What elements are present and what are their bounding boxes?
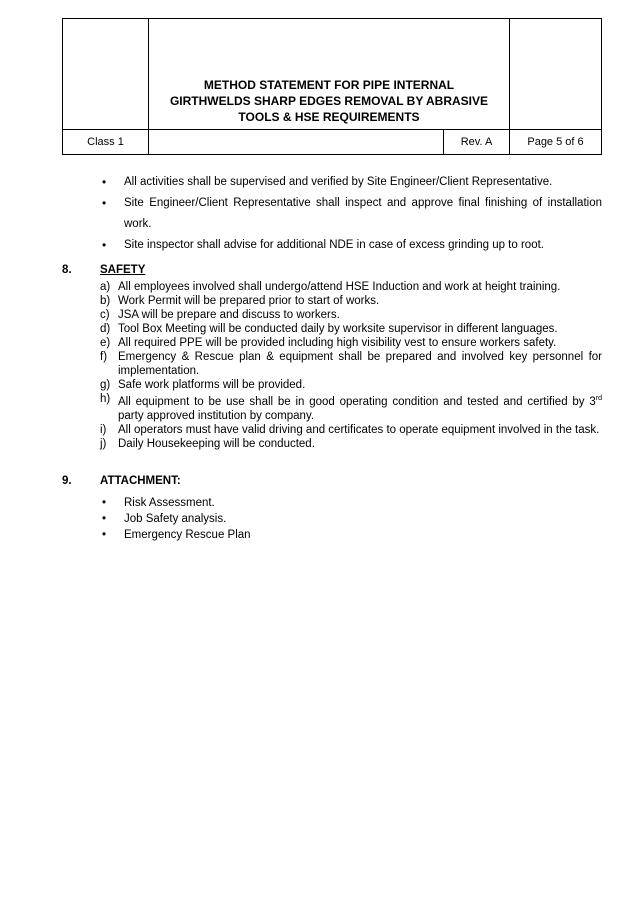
bullet-icon: • bbox=[102, 496, 107, 509]
section-title: SAFETY bbox=[100, 264, 146, 276]
safety-section bbox=[62, 262, 602, 451]
section-heading bbox=[62, 473, 602, 489]
attachment-section bbox=[62, 473, 602, 543]
document-header-table bbox=[62, 18, 602, 155]
document-title: METHOD STATEMENT FOR PIPE INTERNAL GIRTHWELDS SHARP EDGES REMOVAL BY ABRASIVE TOOLS & HSE REQUIREMENTS bbox=[169, 78, 489, 124]
section-number: 9. bbox=[62, 474, 72, 487]
attachment-list bbox=[62, 495, 602, 543]
bullet-icon: • bbox=[102, 238, 107, 252]
list-item: h) All equipment to be use shall be in good operating condition and tested and certified by 3rd party approved institution by company. bbox=[100, 393, 602, 422]
class-label: Class 1 bbox=[63, 130, 149, 155]
logo-cell-right bbox=[510, 19, 602, 130]
page-number: Page 5 of 6 bbox=[510, 130, 602, 155]
list-item: c) JSA will be prepare and discuss to workers. bbox=[100, 309, 340, 321]
list-item: • Site inspector shall advise for additional NDE in case of excess grinding up to root. bbox=[100, 235, 602, 256]
list-item: i) All operators must have valid driving and certificates to operate equipment involved in the task. bbox=[100, 423, 600, 436]
document-body bbox=[62, 172, 602, 543]
list-item: g) Safe work platforms will be provided. bbox=[100, 379, 306, 391]
bullet-icon: • bbox=[102, 196, 107, 210]
list-item: b) Work Permit will be prepared prior to start of works. bbox=[100, 295, 380, 307]
list-item: • Site Engineer/Client Representative shall inspect and approve final finishing of installation work. bbox=[100, 193, 602, 235]
revision-label: Rev. A bbox=[443, 130, 509, 155]
list-item: j) Daily Housekeeping will be conducted. bbox=[100, 437, 315, 450]
list-item: • Risk Assessment. bbox=[102, 496, 215, 509]
list-item: d) Tool Box Meeting will be conducted daily by worksite supervisor in different languages. bbox=[100, 323, 558, 335]
blank-cell bbox=[149, 130, 444, 155]
intro-bullet-list bbox=[62, 172, 602, 256]
bullet-icon: • bbox=[102, 175, 107, 189]
list-item: • All activities shall be supervised and verified by Site Engineer/Client Representative. bbox=[100, 172, 602, 193]
logo-cell-left bbox=[63, 19, 149, 130]
list-item: • Emergency Rescue Plan bbox=[102, 528, 251, 541]
section-number: 8. bbox=[62, 264, 72, 276]
list-item: e) All required PPE will be provided including high visibility vest to ensure workers safety. bbox=[100, 337, 557, 349]
section-title: ATTACHMENT: bbox=[100, 474, 181, 487]
section-heading bbox=[62, 262, 602, 278]
safety-list bbox=[62, 280, 602, 451]
title-cell bbox=[149, 19, 510, 130]
list-item: f) Emergency & Rescue plan & equipment shall be prepared and involved key personnel for implementation. bbox=[100, 351, 602, 377]
list-item: • Job Safety analysis. bbox=[102, 512, 227, 525]
bullet-icon: • bbox=[102, 512, 107, 525]
list-item: a) All employees involved shall undergo/attend HSE Induction and work at height training. bbox=[100, 281, 561, 293]
bullet-icon: • bbox=[102, 528, 107, 541]
